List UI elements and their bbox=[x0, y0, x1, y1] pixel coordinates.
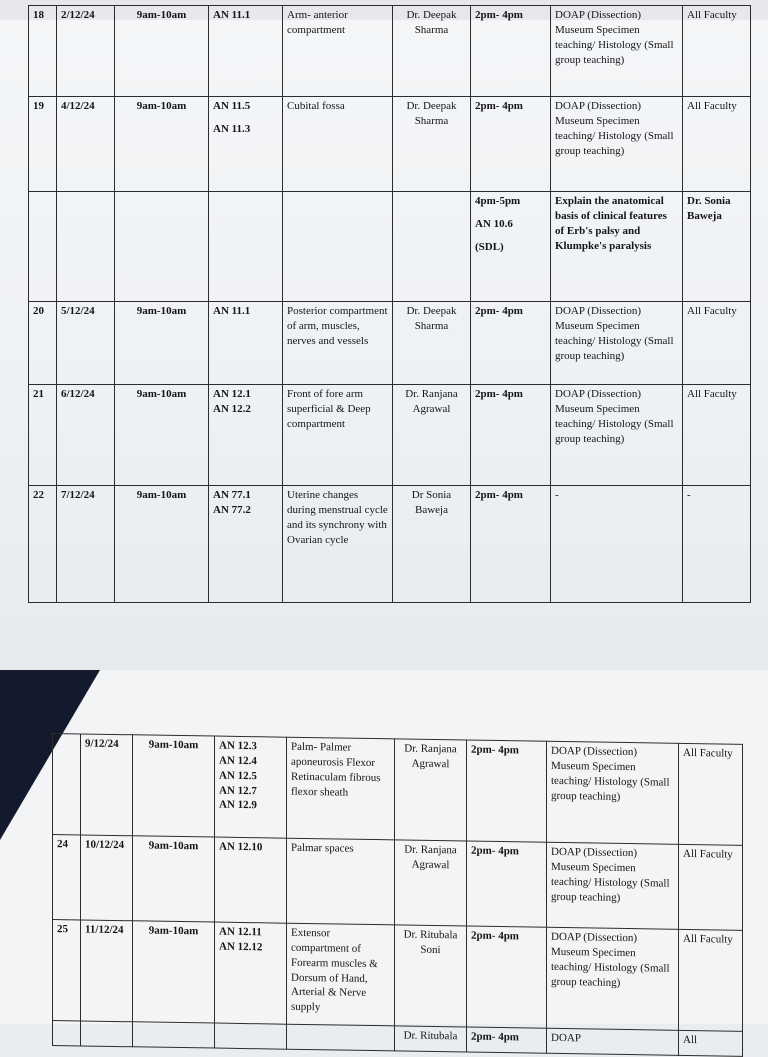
competency-codes-cell bbox=[209, 6, 283, 97]
row-number: 22 bbox=[29, 486, 57, 603]
time-cell bbox=[133, 1022, 215, 1048]
activity-cell: Explain the anatomical basis of clinical features of Erb's palsy and Klumpke's paralysis bbox=[551, 192, 683, 302]
topic-cell: Posterior compartment of arm, muscles, nerves and vessels bbox=[283, 302, 393, 385]
teacher-cell: Dr Sonia Baweja bbox=[393, 486, 471, 603]
activity-cell: DOAP (Dissection) Museum Specimen teaching/ Histology (Small group teaching) bbox=[547, 842, 679, 929]
competency-code: AN 11.1 bbox=[213, 9, 251, 21]
afternoon-time: 4pm-5pm bbox=[475, 195, 521, 207]
competency-code: AN 12.1 bbox=[213, 388, 251, 400]
time-cell: 9am-10am bbox=[115, 97, 209, 192]
topic-cell: Extensor compartment of Forearm muscles & Dorsum of Hand, Arterial & Nerve supply bbox=[287, 923, 395, 1026]
date-cell: 4/12/24 bbox=[57, 97, 115, 192]
competency-code: AN 12.12 bbox=[219, 940, 263, 954]
faculty-cell: All Faculty bbox=[683, 302, 751, 385]
topic-cell bbox=[283, 192, 393, 302]
row-number: 24 bbox=[53, 835, 81, 920]
afternoon-time: 2pm- 4pm bbox=[471, 743, 519, 757]
afternoon-time: 2pm- 4pm bbox=[475, 388, 523, 400]
schedule-row bbox=[53, 920, 743, 1032]
schedule-table-top bbox=[28, 5, 751, 603]
schedule-row bbox=[29, 486, 751, 603]
teacher-cell: Dr. Ranjana Agrawal bbox=[393, 385, 471, 486]
competency-codes-cell bbox=[209, 486, 283, 603]
afternoon-slot-cell bbox=[471, 385, 551, 486]
afternoon-slot-cell bbox=[467, 926, 547, 1028]
row-number: 20 bbox=[29, 302, 57, 385]
teacher-cell: Dr. Deepak Sharma bbox=[393, 97, 471, 192]
faculty-cell: All Faculty bbox=[683, 97, 751, 192]
afternoon-slot-cell bbox=[471, 97, 551, 192]
competency-code: AN 11.3 bbox=[213, 122, 251, 135]
activity-cell: DOAP (Dissection) Museum Specimen teaching/ Histology (Small group teaching) bbox=[551, 6, 683, 97]
schedule-row bbox=[29, 6, 751, 97]
faculty-cell: All bbox=[679, 1030, 743, 1056]
competency-code: AN 12.2 bbox=[213, 402, 251, 415]
competency-code: AN 12.4 bbox=[219, 754, 257, 768]
schedule-row bbox=[29, 97, 751, 192]
row-number: 18 bbox=[29, 6, 57, 97]
teacher-cell: Dr. Ranjana Agrawal bbox=[395, 840, 467, 926]
competency-codes-cell bbox=[215, 922, 287, 1024]
schedule-row bbox=[29, 192, 751, 302]
competency-codes-cell bbox=[209, 385, 283, 486]
schedule-row bbox=[29, 385, 751, 486]
schedule-row bbox=[53, 734, 743, 846]
afternoon-slot-cell bbox=[471, 486, 551, 603]
date-cell bbox=[57, 192, 115, 302]
teacher-cell: Dr. Ranjana Agrawal bbox=[395, 739, 467, 841]
time-cell: 9am-10am bbox=[115, 385, 209, 486]
date-cell: 6/12/24 bbox=[57, 385, 115, 486]
time-cell: 9am-10am bbox=[115, 486, 209, 603]
competency-code: AN 77.1 bbox=[213, 489, 251, 501]
date-cell: 11/12/24 bbox=[81, 920, 133, 1022]
date-cell: 2/12/24 bbox=[57, 6, 115, 97]
row-number: 25 bbox=[53, 920, 81, 1021]
activity-cell: DOAP (Dissection) Museum Specimen teaching/ Histology (Small group teaching) bbox=[551, 385, 683, 486]
time-cell bbox=[115, 192, 209, 302]
competency-codes-cell bbox=[215, 837, 287, 923]
topic-cell: Cubital fossa bbox=[283, 97, 393, 192]
schedule-table-bottom bbox=[52, 733, 743, 1057]
activity-cell: DOAP (Dissection) Museum Specimen teaching/ Histology (Small group teaching) bbox=[547, 741, 679, 844]
afternoon-time: 2pm- 4pm bbox=[475, 489, 523, 501]
competency-code: AN 11.5 bbox=[213, 100, 251, 112]
faculty-cell: All Faculty bbox=[683, 6, 751, 97]
row-number bbox=[29, 192, 57, 302]
afternoon-time: 2pm- 4pm bbox=[471, 844, 519, 858]
date-cell bbox=[81, 1021, 133, 1047]
teacher-cell: Dr. Ritubala bbox=[395, 1026, 467, 1052]
faculty-cell: All Faculty bbox=[679, 844, 743, 930]
schedule-row bbox=[29, 302, 751, 385]
competency-code: AN 77.2 bbox=[213, 503, 251, 516]
time-cell: 9am-10am bbox=[115, 302, 209, 385]
topic-cell: Palmar spaces bbox=[287, 838, 395, 925]
schedule-row bbox=[53, 835, 743, 931]
activity-cell: DOAP (Dissection) Museum Specimen teaching/ Histology (Small group teaching) bbox=[547, 927, 679, 1030]
teacher-cell: Dr. Deepak Sharma bbox=[393, 6, 471, 97]
topic-cell bbox=[287, 1024, 395, 1051]
time-cell: 9am-10am bbox=[133, 921, 215, 1023]
afternoon-slot-cell bbox=[467, 740, 547, 842]
afternoon-slot-cell bbox=[471, 302, 551, 385]
date-cell: 10/12/24 bbox=[81, 835, 133, 921]
time-cell: 9am-10am bbox=[133, 735, 215, 837]
date-cell: 5/12/24 bbox=[57, 302, 115, 385]
date-cell: 7/12/24 bbox=[57, 486, 115, 603]
afternoon-slot-cell bbox=[467, 841, 547, 927]
afternoon-time: 2pm- 4pm bbox=[471, 1030, 519, 1044]
competency-code: AN 11.1 bbox=[213, 305, 251, 317]
faculty-cell: All Faculty bbox=[679, 743, 743, 845]
time-cell: 9am-10am bbox=[115, 6, 209, 97]
sdl-code: AN 10.6 bbox=[475, 217, 513, 230]
activity-cell: DOAP bbox=[547, 1028, 679, 1055]
teacher-cell: Dr. Deepak Sharma bbox=[393, 302, 471, 385]
row-number: 21 bbox=[29, 385, 57, 486]
topic-cell: Palm- Palmer aponeurosis Flexor Retinaculam fibrous flexor sheath bbox=[287, 737, 395, 840]
sdl-label: (SDL) bbox=[475, 240, 504, 253]
faculty-cell: All Faculty bbox=[683, 385, 751, 486]
faculty-cell: - bbox=[683, 486, 751, 603]
teacher-cell: Dr. Ritubala Soni bbox=[395, 925, 467, 1027]
afternoon-time: 2pm- 4pm bbox=[475, 305, 523, 317]
row-number bbox=[53, 734, 81, 835]
afternoon-time: 2pm- 4pm bbox=[475, 100, 523, 112]
teacher-cell bbox=[393, 192, 471, 302]
activity-cell: - bbox=[551, 486, 683, 603]
faculty-cell: All Faculty bbox=[679, 929, 743, 1031]
afternoon-slot-cell bbox=[467, 1027, 547, 1053]
afternoon-time: 2pm- 4pm bbox=[471, 929, 519, 943]
afternoon-slot-cell bbox=[471, 192, 551, 302]
competency-code: AN 12.5 bbox=[219, 769, 257, 782]
competency-code: AN 12.7 bbox=[219, 784, 257, 797]
afternoon-slot-cell bbox=[471, 6, 551, 97]
competency-codes-cell bbox=[215, 1023, 287, 1049]
competency-codes-cell bbox=[209, 192, 283, 302]
topic-cell: Uterine changes during menstrual cycle and its synchrony with Ovarian cycle bbox=[283, 486, 393, 603]
competency-codes-cell bbox=[209, 97, 283, 192]
row-number bbox=[53, 1021, 81, 1046]
faculty-cell: Dr. Sonia Baweja bbox=[683, 192, 751, 302]
topic-cell: Arm- anterior compartment bbox=[283, 6, 393, 97]
afternoon-time: 2pm- 4pm bbox=[475, 9, 523, 21]
competency-code: AN 12.9 bbox=[219, 798, 257, 812]
row-number: 19 bbox=[29, 97, 57, 192]
activity-cell: DOAP (Dissection) Museum Specimen teaching/ Histology (Small group teaching) bbox=[551, 302, 683, 385]
competency-codes-cell bbox=[215, 736, 287, 838]
time-cell: 9am-10am bbox=[133, 836, 215, 922]
competency-code: AN 12.10 bbox=[219, 840, 263, 854]
activity-cell: DOAP (Dissection) Museum Specimen teaching/ Histology (Small group teaching) bbox=[551, 97, 683, 192]
date-cell: 9/12/24 bbox=[81, 734, 133, 836]
topic-cell: Front of fore arm superficial & Deep compartment bbox=[283, 385, 393, 486]
competency-codes-cell bbox=[209, 302, 283, 385]
competency-code: AN 12.11 bbox=[219, 925, 262, 939]
competency-code: AN 12.3 bbox=[219, 739, 257, 753]
